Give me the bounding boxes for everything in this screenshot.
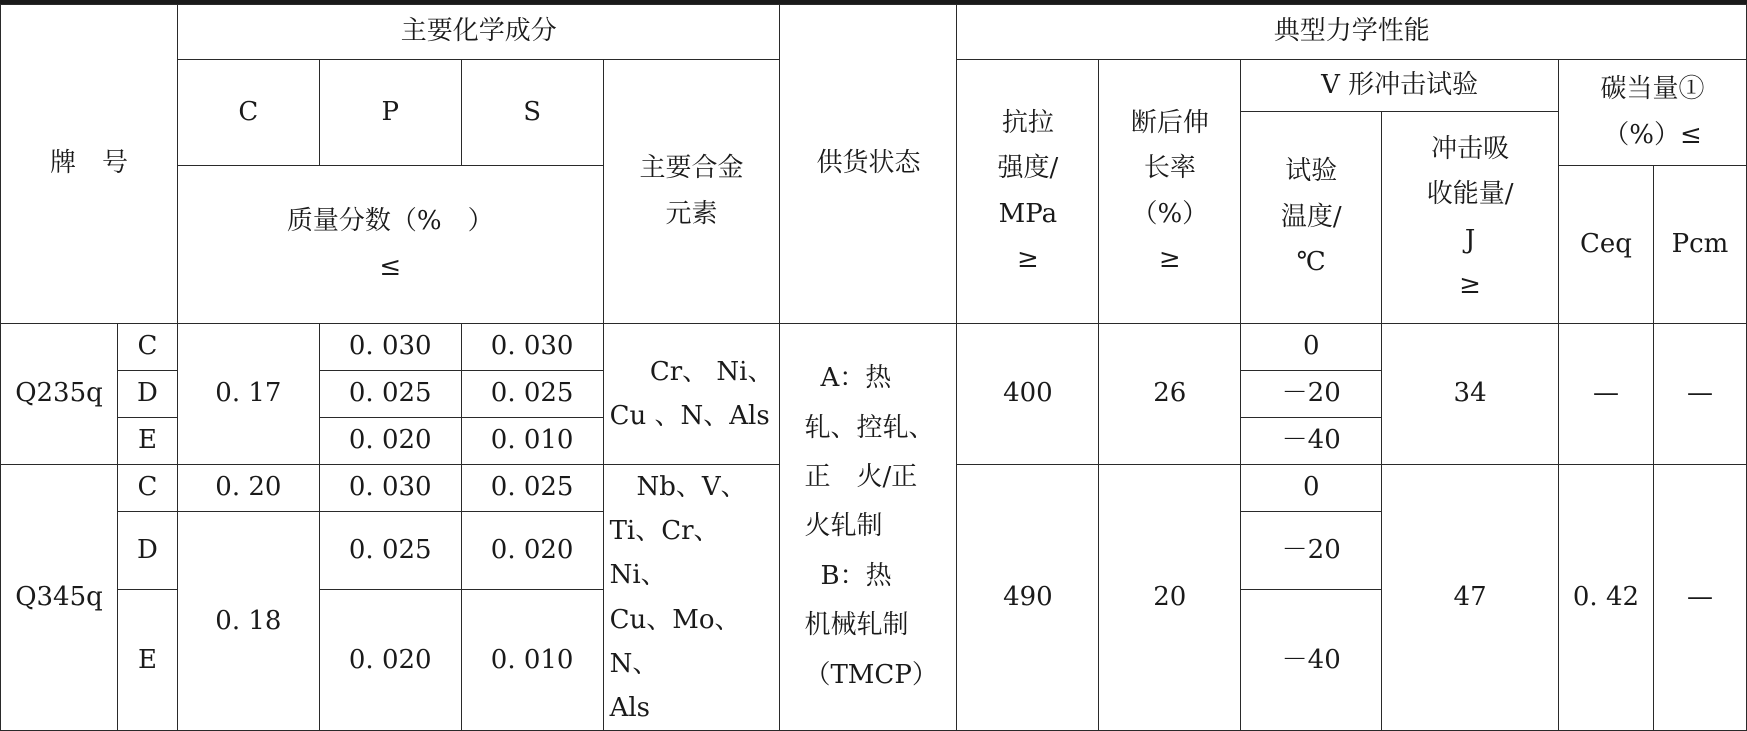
q235-s-c: 0. 030 — [461, 324, 603, 371]
header-p: P — [319, 60, 461, 166]
q235-c-value: 0. 17 — [177, 324, 319, 465]
header-mass-fraction: 质量分数（% ） ≤ — [177, 166, 603, 324]
header-v-impact: V 形冲击试验 — [1241, 60, 1559, 112]
q235-temp-c: 0 — [1241, 324, 1382, 371]
q345-c-value-de: 0. 18 — [177, 512, 319, 731]
q235-p-d: 0. 025 — [319, 371, 461, 418]
q345-temp-c: 0 — [1241, 465, 1382, 512]
header-test-temp: 试验 温度/ ℃ — [1241, 112, 1382, 324]
q345-absorb: 47 — [1382, 465, 1559, 731]
q345-s-d: 0. 020 — [461, 512, 603, 590]
header-ceq: Ceq — [1559, 166, 1654, 324]
level-d: D — [117, 371, 177, 418]
q235-s-d: 0. 025 — [461, 371, 603, 418]
q235-p-c: 0. 030 — [319, 324, 461, 371]
level-c: C — [117, 465, 177, 512]
steel-grade-table — [0, 4, 1747, 731]
q235-absorb: 34 — [1382, 324, 1559, 465]
header-c: C — [177, 60, 319, 166]
q345-alloy: Nb、V、 Ti、Cr、Ni、 Cu、Mo、N、 Als — [603, 465, 780, 731]
header-elongation: 断后伸 长率 （%） ≥ — [1099, 60, 1241, 324]
q345-p-d: 0. 025 — [319, 512, 461, 590]
q235-p-e: 0. 020 — [319, 418, 461, 465]
header-absorb-energy: 冲击吸 收能量/ J ≥ — [1382, 112, 1559, 324]
level-c: C — [117, 324, 177, 371]
q235-s-e: 0. 010 — [461, 418, 603, 465]
q345-p-e: 0. 020 — [319, 590, 461, 731]
q345-temp-d: －20 — [1241, 512, 1382, 590]
q345-s-c: 0. 025 — [461, 465, 603, 512]
grade-q345q: Q345q — [1, 465, 118, 731]
q345-temp-e: －40 — [1241, 590, 1382, 731]
q345-ceq: 0. 42 — [1559, 465, 1654, 731]
q345-s-e: 0. 010 — [461, 590, 603, 731]
header-supply-state: 供货状态 — [780, 5, 957, 324]
q235-ceq: — — [1559, 324, 1654, 465]
q235-tensile: 400 — [957, 324, 1099, 465]
supply-state-text: A：热 轧、控轧、 正 火/正 火轧制 B：热 机械轧制 （TMCP） — [780, 324, 957, 731]
header-carbon-eq: 碳当量① （%）≤ — [1559, 60, 1747, 166]
level-e: E — [117, 418, 177, 465]
level-d: D — [117, 512, 177, 590]
q345-p-c: 0. 030 — [319, 465, 461, 512]
q235-alloy: Cr、 Ni、 Cu 、N、Als — [603, 324, 780, 465]
q235-temp-d: －20 — [1241, 371, 1382, 418]
q235-elongation: 26 — [1099, 324, 1241, 465]
q345-tensile: 490 — [957, 465, 1099, 731]
header-tensile: 抗拉 强度/ MPa ≥ — [957, 60, 1099, 324]
q235-temp-e: －40 — [1241, 418, 1382, 465]
level-e: E — [117, 590, 177, 731]
q235-pcm: — — [1653, 324, 1746, 465]
q345-elongation: 20 — [1099, 465, 1241, 731]
q345-c-value-c: 0. 20 — [177, 465, 319, 512]
header-s: S — [461, 60, 603, 166]
header-mech-props: 典型力学性能 — [957, 5, 1747, 60]
q345-pcm: — — [1653, 465, 1746, 731]
header-main-alloy: 主要合金 元素 — [603, 60, 780, 324]
grade-q235q: Q235q — [1, 324, 118, 465]
header-chem-composition: 主要化学成分 — [177, 5, 780, 60]
header-grade: 牌 号 — [1, 5, 178, 324]
header-pcm: Pcm — [1653, 166, 1746, 324]
